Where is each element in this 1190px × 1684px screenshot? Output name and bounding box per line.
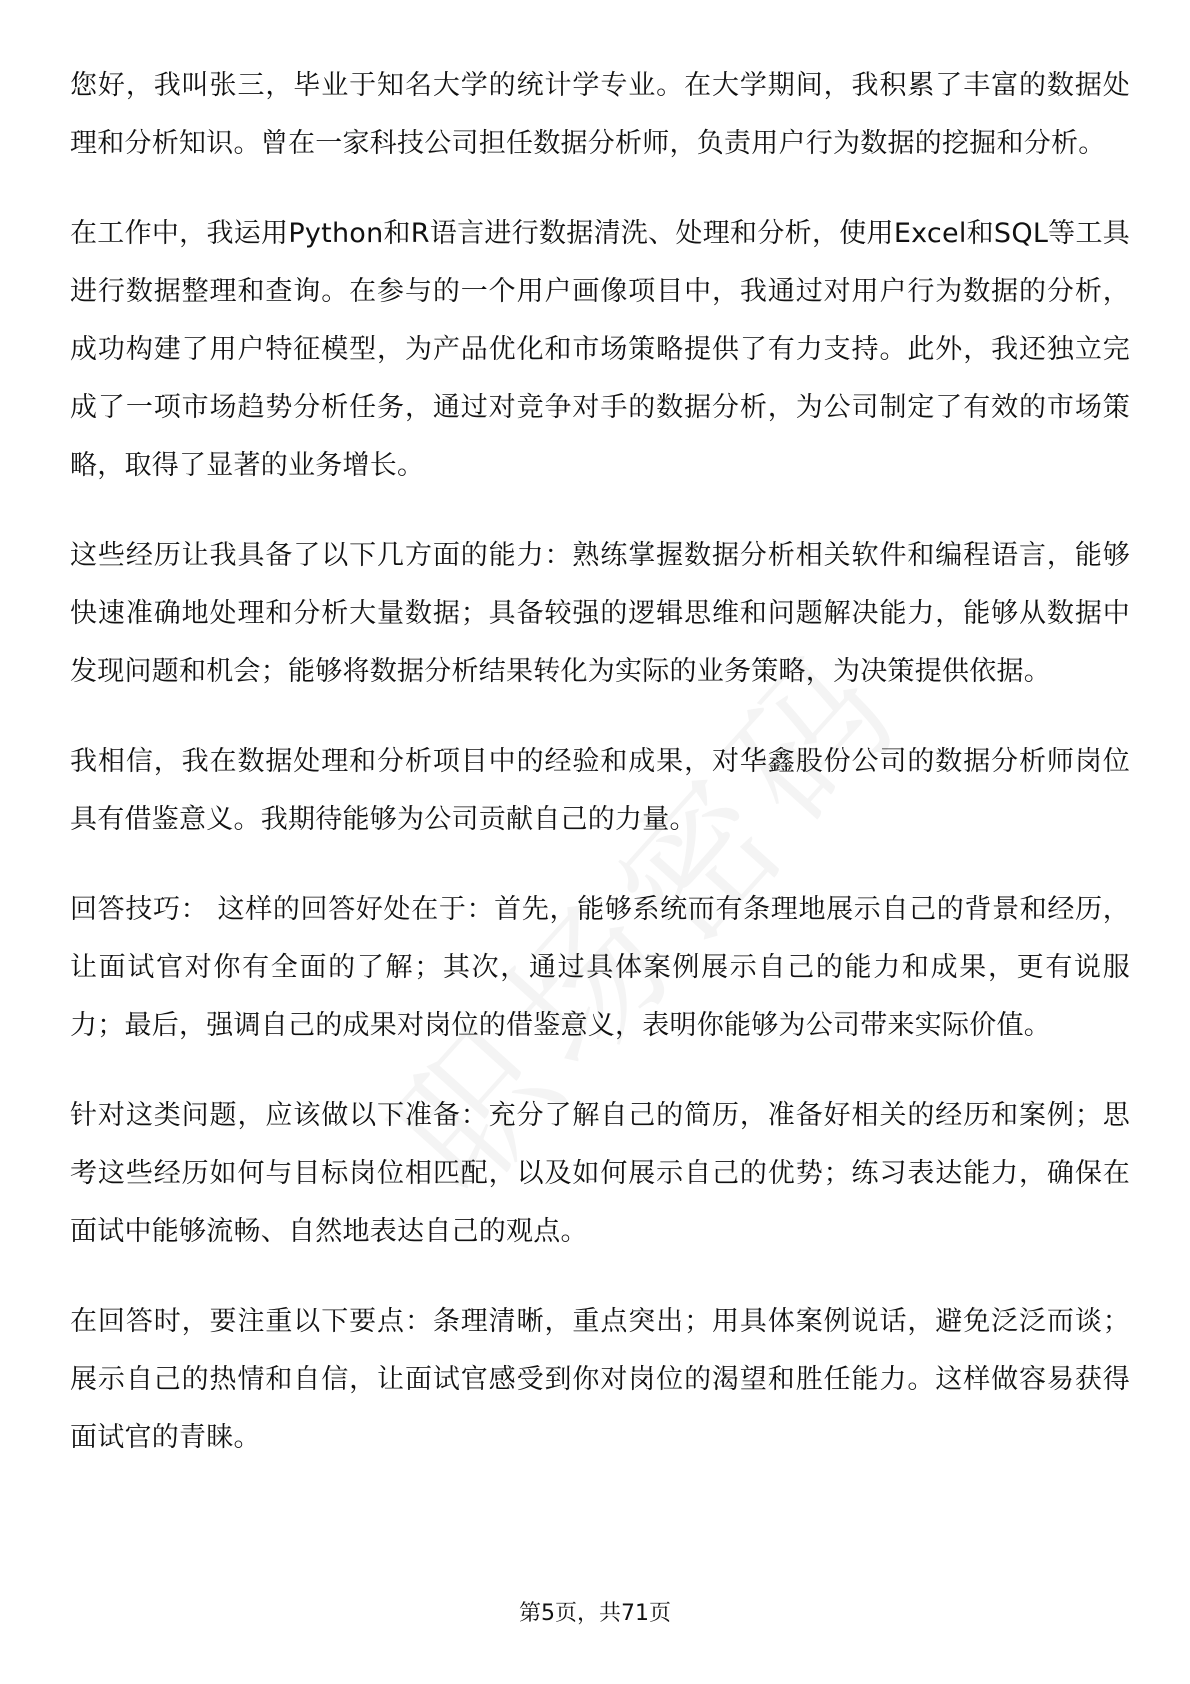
paragraph-abilities: 这些经历让我具备了以下几方面的能力：熟练掌握数据分析相关软件和编程语言，能够快速准确地处理和分析大量数据；具备较强的逻辑思维和问题解决能力，能够从数据中发现问题和机会；能够将数据分析结果转化为实际的业务策略，为决策提供依据。 <box>70 540 1130 687</box>
paragraph-work-experience: 在工作中，我运用Python和R语言进行数据清洗、处理和分析，使用Excel和SQL等工具进行数据整理和查询。在参与的一个用户画像项目中，我通过对用户行为数据的分析，成功构建了用户特征模型，为产品优化和市场策略提供了有力支持。此外，我还独立完成了一项市场趋势分析任务，通过对竞争对手的数据分析，为公司制定了有效的市场策略，取得了显著的业务增长。 <box>70 218 1130 481</box>
page-number: 第5页，共71页 <box>519 1601 671 1626</box>
paragraph-key-points: 在回答时，要注重以下要点：条理清晰，重点突出；用具体案例说话，避免泛泛而谈；展示自己的热情和自信，让面试官感受到你对岗位的渴望和胜任能力。这样做容易获得面试官的青睐。 <box>70 1306 1130 1453</box>
paragraph-preparation: 针对这类问题，应该做以下准备：充分了解自己的简历，准备好相关的经历和案例；思考这些经历如何与目标岗位相匹配，以及如何展示自己的优势；练习表达能力，确保在面试中能够流畅、自然地表达自己的观点。 <box>70 1100 1130 1247</box>
paragraph-self-introduction: 您好，我叫张三，毕业于知名大学的统计学专业。在大学期间，我积累了丰富的数据处理和分析知识。曾在一家科技公司担任数据分析师，负责用户行为数据的挖掘和分析。 <box>70 70 1130 159</box>
paragraph-belief: 我相信，我在数据处理和分析项目中的经验和成果，对华鑫股份公司的数据分析师岗位具有借鉴意义。我期待能够为公司贡献自己的力量。 <box>70 746 1130 835</box>
document-body <box>70 57 1130 1499</box>
paragraph-answer-tips: 回答技巧： 这样的回答好处在于：首先，能够系统而有条理地展示自己的背景和经历，让面试官对你有全面的了解；其次，通过具体案例展示自己的能力和成果，更有说服力；最后，强调自己的成果对岗位的借鉴意义，表明你能够为公司带来实际价值。 <box>70 894 1130 1041</box>
